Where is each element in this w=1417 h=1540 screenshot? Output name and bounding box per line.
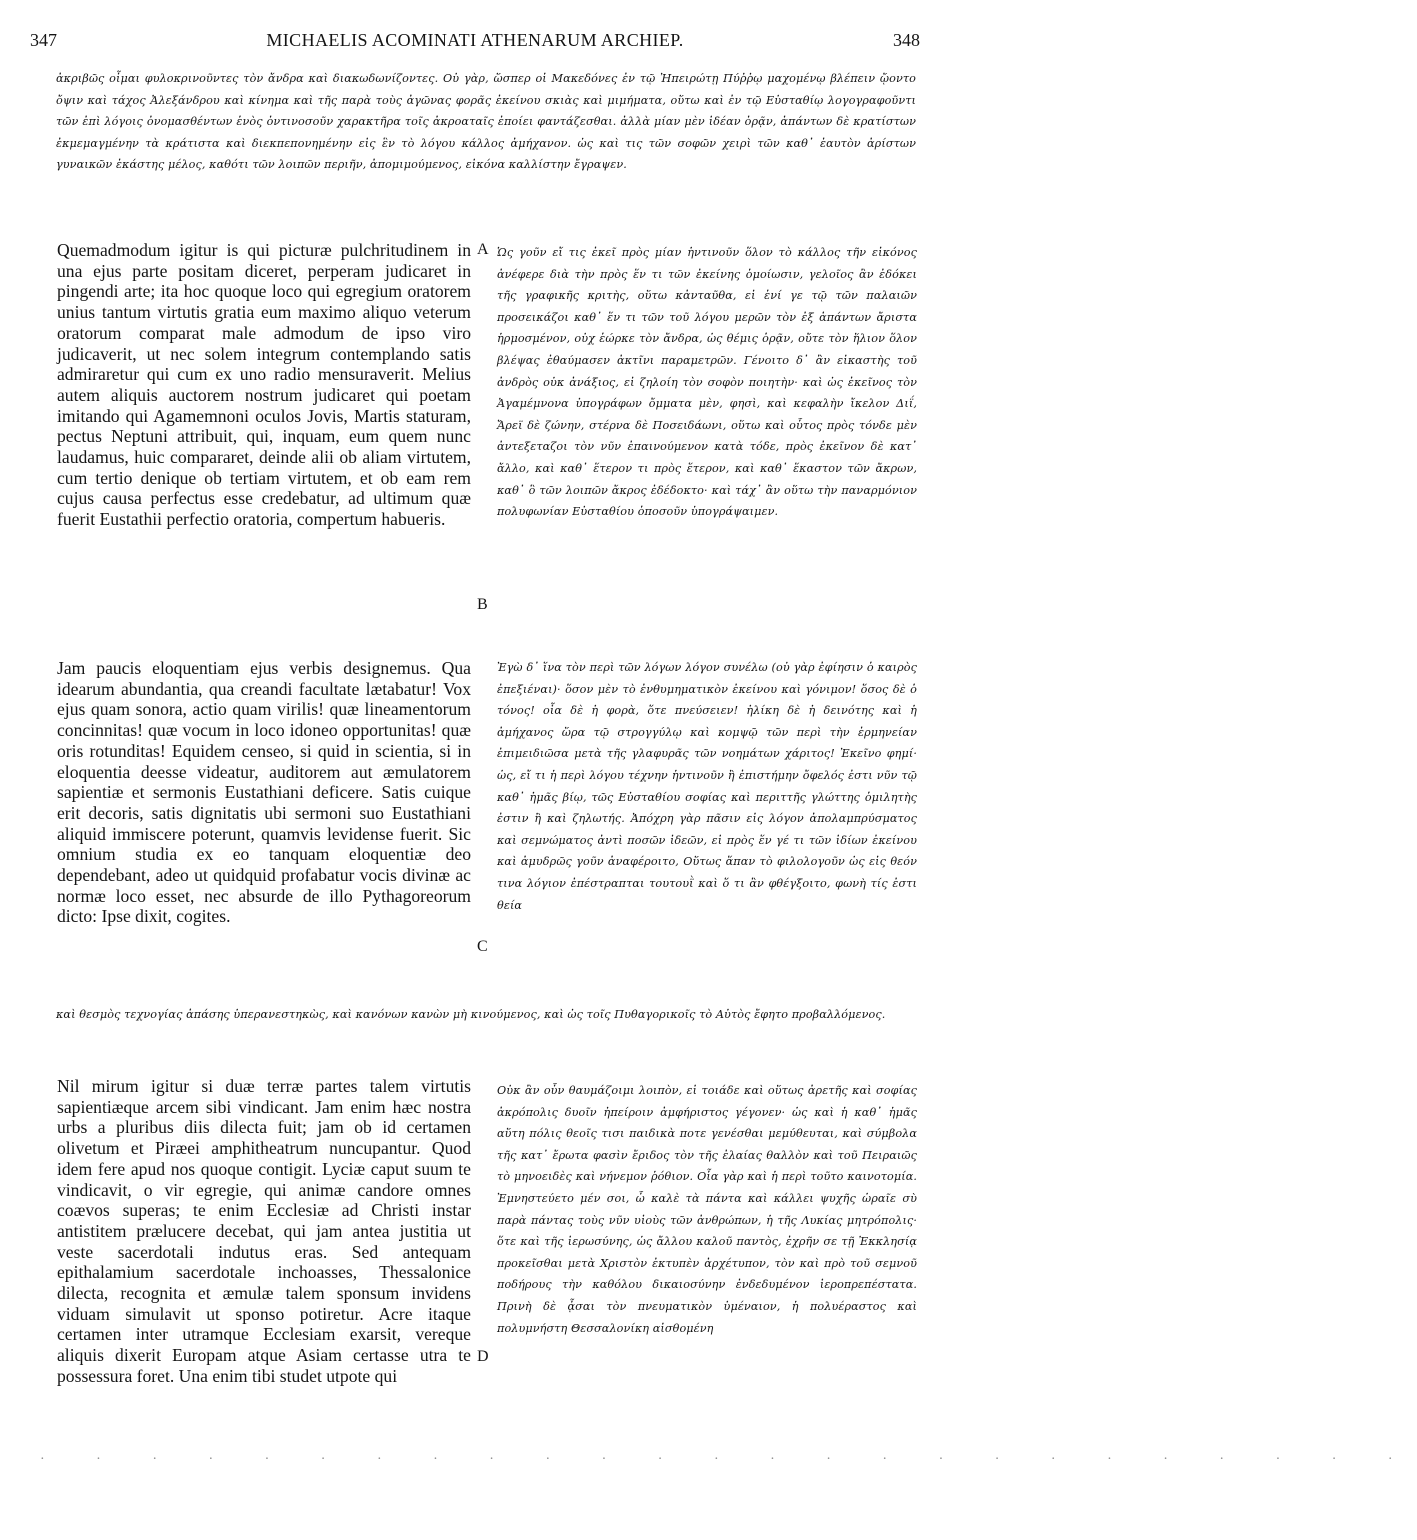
greek-paragraph-3: Οὐκ ἂν οὖν θαυμάζοιμι λοιπὸν, εἰ τοιάδε καὶ οὕτως ἀρετῆς καὶ σοφίας ἀκρόπολις δυοῖν ἠπείροιν ἀμφήριστος γέγονεν· ὡς καὶ ἡ καθ᾽ ἡμᾶς αὕτη πόλις θεοῖς τισι παιδικὰ ποτε γενέσθαι μεμύθευται, καὶ σύμβολα τῆς κατ᾽ ἔρωτα φασὶν ἔριδος τὸν τῆς ἐλαίας θαλλὸν καὶ τοῦ Πειραιῶς τὸ μηνοειδὲς καὶ νήνεμον ῥόθιον. Οἷα γὰρ καὶ ἡ περὶ τοῦτο καινοτομία. Ἐμνηστεύετο μέν σοι, ὦ καλὲ τὰ πάντα καὶ κάλλει ψυχῆς ὡραῖε σὺ παρὰ πάντας τοὺς νῦν υἱοὺς τῶν ἀνθρώπων, ἡ τῆς Λυκίας μητρόπολις· ὅτε καὶ τῆς ἱερωσύνης, ὡς ἄλλου καλοῦ παντὸς, ἐχρῆν σε τῇ Ἐκκλησίᾳ προκεῖσθαι μετὰ Χριστὸν ἐκτυπὲν ἀρχέτυπον, τὸν καὶ πρὸ τοῦ σεμνοῦ ποδήρους τὴν καθόλου δικαιοσύνην ἐνδεδυμένον ἱεροπρεπέστατα. Πρινὴ δὲ ᾆσαι τὸν πνευματικὸν ὑμέναιον, ἡ πολυέραστος καὶ πολυμνήστη Θεσσαλονίκη αἰσθομένη	[497, 1084, 917, 1335]
margin-marker-a: A	[477, 241, 489, 258]
margin-marker-d: D	[477, 1348, 489, 1365]
right-page-number: 348	[893, 30, 920, 50]
latin-paragraph-1: Quemadmodum igitur is qui picturæ pulchritudinem in una ejus parte positam diceret, perperam judicaret in pingendi arte; ita hoc quoque loco qui egregium oratorem unius tantum virtutis gratia eum maximo aliquo veterum oratorum comparat male admodum de ipso viro judicaverit, ut nec solem integrum contemplando satis admiraretur qui cum ex uno radio mensuraverit. Melius autem aliquis auctorem nostrum judicaret qui poetam imitando qui Agamemnoni oculos Jovis, Martis staturam, pectus Neptuni attribuit, qui, inquam, eum quem nunc laudamus, huic compararet, deinde alii ob aliam virtutem, cum tertio denique ob tertiam virtutem, et ob eam rem cujus causa perfectus esse credebatur, ad ultimum quæ fuerit Eustathii perfectio oratoria, compertum habueris.	[57, 240, 471, 530]
left-page-number: 347	[30, 30, 57, 50]
margin-marker-b: B	[477, 596, 488, 613]
greek-paragraph-2: Ἐγὼ δ᾽ ἵνα τὸν περὶ τῶν λόγων λόγον συνέλω (οὐ γὰρ ἐφίησιν ὁ καιρὸς ἐπεξιέναι)· ὅσον μὲν τὸ ἐνθυμηματικὸν ἐκείνου καὶ γόνιμον! ὅσος δὲ ὁ τόνος! οἷα δὲ ἡ φορὰ, ὅτε πνεύσειεν! ἡλίκη δὲ ἡ δεινότης καὶ ἡ ἀμήχανος ὥρα τῷ στρογγύλῳ καὶ κομψῷ τῶν περὶ τὴν ἑρμηνείαν ἐπιμειδιῶσα μετὰ τῆς γλαφυρᾶς τῶν νοημάτων χάριτος! Ἐκεῖνο φημί· ὡς, εἴ τι ἡ περὶ λόγου τέχνην ἡντινοῦν ἢ ἐπιστήμην ὄφελός ἐστι νῦν τῷ καθ᾽ ἡμᾶς βίῳ, τῶς Εὐσταθίου σοφίας καὶ περιττῆς γλώττης ὁμιλητὴς ἐστιν ἢ καὶ ζηλωτής. Ἀπόχρη γὰρ πᾶσιν εἰς λόγον ἀπολαμπρύσματος καὶ σεμνώματος ἀντὶ ποσῶν ἰδεῶν, εἰ πρὸς ἕν γέ τι τῶν ἰδίων ἐκείνου καὶ ἀμυδρῶς γοῦν ἀναφέροιτο, Οὕτως ἅπαν τὸ φιλολογοῦν ὡς εἰς θεόν τινα λόγιον ἐπέστραπται τουτουῒ καὶ ὅ τι ἂν φθέγξοιτο, φωνὴ τίς ἐστι θεία	[497, 661, 917, 912]
greek-continuation: καὶ θεσμὸς τεχνογίας ἁπάσης ὑπερανεστηκὼς, καὶ κανόνων κανὼν μὴ κινούμενος, καὶ ὡς τοῖς Πυθαγορικοῖς τὸ Αὐτὸς ἔφητο προβαλλόμενος.	[56, 1008, 886, 1021]
greek-top-paragraph: ἀκριβῶς οἶμαι φυλοκρινοῦντες τὸν ἄνδρα καὶ διακωδωνίζοντες. Οὐ γὰρ, ὥσπερ οἱ Μακεδόνες ἐν τῷ Ἠπειρώτῃ Πύῤῥῳ μαχομένῳ βλέπειν ᾤοντο ὄψιν καὶ τάχος Ἀλεξάνδρου καὶ κίνημα καὶ τῆς παρὰ τοὺς ἀγῶνας φορᾶς ἐκείνου σκιὰς καὶ μιμήματα, οὕτω καὶ ἐν τῷ Εὐσταθίῳ λογογραφοῦντι τῶν ἐπὶ λόγοις ὀνομασθέντων ἑνὸς ὁντινοσοῦν χαρακτῆρα τοῖς ἀκροαταῖς ἐποίει φαντάζεσθαι. ἀλλὰ μίαν μὲν ἰδέαν ὁρᾷν, ἁπάντων δὲ κρατίστων ἐκμεμαγμένην τὰ κράτιστα καὶ διεκπεπονημένην εἰς ἓν τὸ λόγου κάλλος ἀμήχανον. ὡς καὶ τις τῶν σοφῶν χειρὶ τῶν καθ᾽ ἑαυτὸν ἀρίστων γυναικῶν ἑκάστης μέλος, καθότι τῶν λοιπῶν περιῆν, ἀπομιμούμενος, εἰκόνα καλλίστην ἔγραψεν.	[56, 72, 916, 172]
greek-paragraph-1: Ὡς γοῦν εἴ τις ἐκεῖ πρὸς μίαν ἡντινοῦν ὅλον τὸ κάλλος τῆν εἰκόνος ἀνέφερε διὰ τὴν πρὸς ἕν τι τῶν ἐκείνης ὁμοίωσιν, γελοῖος ἂν ἐδόκει τῆς γραφικῆς κριτὴς, οὕτω κἀνταῦθα, εἰ ἑνί γε τῷ τῶν παλαιῶν προσεικάζοι καθ᾽ ἕν τι τῶν τοῦ λόγου μερῶν τὸν ἐξ ἁπάντων ἄριστα ἡρμοσμένον, οὐχ ἑώρκε τὸν ἄνδρα, ὡς θέμις ὁρᾷν, οὔτε τὸν ἥλιον ὅλον βλέψας ἐθαύμασεν ἀκτῖνι παραμετρῶν. Γένοιτο δ᾽ ἂν εἰκαστὴς τοῦ ἀνδρὸς οὐκ ἀνάξιος, εἰ ζηλοίη τὸν σοφὸν ποιητὴν· καὶ ὡς ἐκεῖνος τὸν Ἀγαμέμνονα ὑπογράφων ὄμματα μὲν, φησὶ, καὶ κεφαλὴν ἴκελον Διΐ, Ἄρεϊ δὲ ζώνην, στέρνα δὲ Ποσειδάωνι, οὕτω καὶ οὗτος πρὸς τόνδε μὲν ἀντεξεταζοι τὸν νῦν ἐπαινούμενον κατὰ τόδε, πρὸς ἐκεῖνον δὲ κατ᾽ ἄλλο, καὶ καθ᾽ ἕτερον τι πρὸς ἕτερον, καὶ καθ᾽ ἕκαστον τῶν ἄκρων, καθ᾽ ὃ τῶν λοιπῶν ἄκρος ἐδέδοκτο· καὶ τάχ᾽ ἂν οὕτω τὴν παναρμόνιον πολυφωνίαν Εὐσταθίου ὁποσοῦν ὑπογράψαιμεν.	[497, 246, 917, 519]
running-title: MICHAELIS ACOMINATI ATHENARUM ARCHIEP.	[266, 30, 684, 50]
latin-paragraph-3: Nil mirum igitur si duæ terræ partes talem virtutis sapientiæque arcem sibi vindicant. Jam enim hæc nostra urbs a pluribus diis dilecta fuit; jam ob id certamen olivetum et Piræei amphitheatrum nuncupantur. Quod idem fere apud nos quoque contigit. Lyciæ caput suum te vindicavit, o vir egregie, qui animæ candore omnes coævos superas; te enim Ecclesiæ ad Christi instar antistitem prælucere decebat, qui jam antea justitia ut veste sacerdotali indutus eras. Sed antequam epithalamium sacerdotale inchoasses, Thessalonice dilecta, recognita et æmulæ talem sponsum invidens viduam simulavit ut sponso potiretur. Acre itaque certamen inter utramque Ecclesiam exarsit, vereque aliquis dixerit Europam atque Asiam certasse utra te possessura foret. Una enim tibi studet utpote qui	[57, 1076, 471, 1386]
page-header	[30, 30, 920, 54]
faint-bottom-marks: · · · · · · · · · · · · · · · · · · · · · · · · ·	[40, 1452, 1417, 1467]
margin-marker-c: C	[477, 938, 488, 955]
latin-paragraph-2: Jam paucis eloquentiam ejus verbis designemus. Qua idearum abundantia, qua creandi facultate lætabatur! Vox ejus quam sonora, actio quam virilis! quæ lineamentorum concinnitas! quæ vocum in loco idoneo opportunitas! quæ oris rotunditas! Equidem censeo, si quid in scientia, si in eloquentia deesse videatur, auditorem aut æmulatorem sapientiæ et sermonis Eustathiani deficere. Satis cuique erit decoris, satis dignitatis ubi sermoni suo Eustathiani aliquid immiscere poterunt, quamvis levidense fuerit. Sic omnium studia ex eo tanquam eloquentiæ deo dependebant, adeo ut quidquid profabatur vocis divinæ ac normæ loco esset, nec absurde de illo Pythagoreorum dicto: Ipse dixit, cogites.	[57, 658, 471, 927]
